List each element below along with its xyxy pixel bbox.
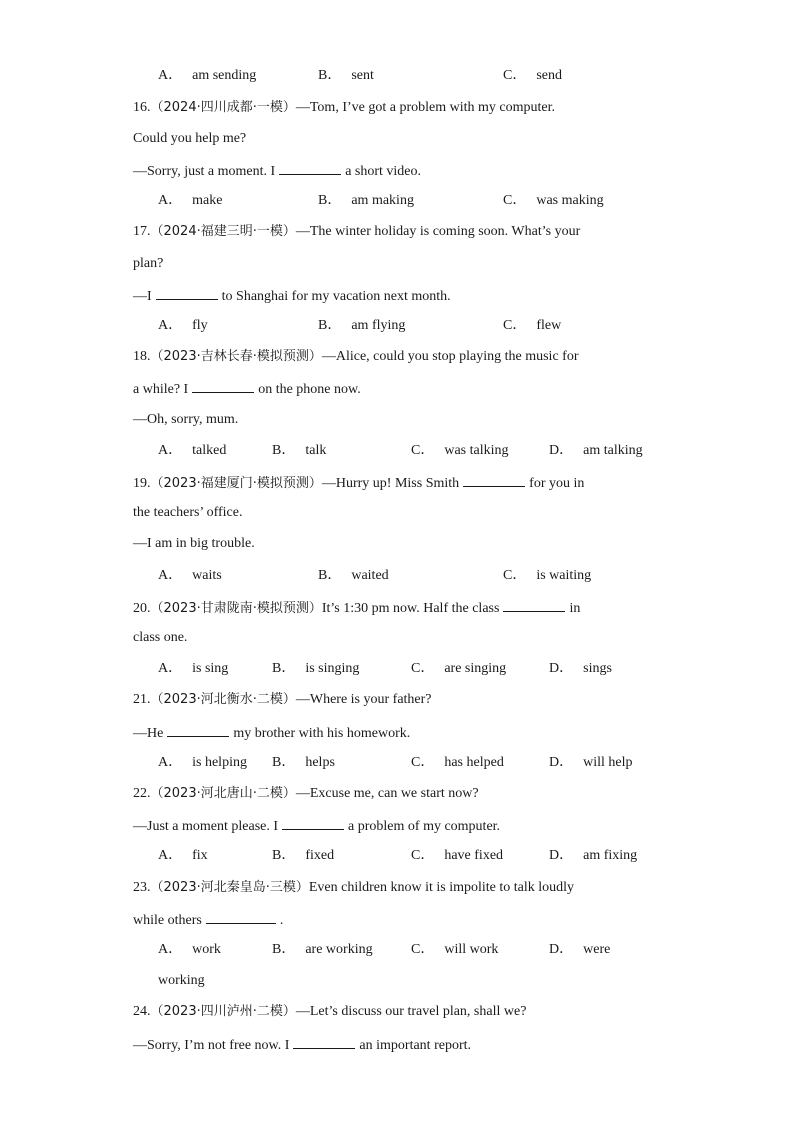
- option-21-b: B． helps: [272, 755, 335, 770]
- option-19-b: B． waited: [318, 568, 389, 583]
- option-22-d: D． am fixing: [549, 848, 638, 863]
- option-15-b: B． sent: [318, 68, 374, 83]
- answer-blank: [156, 285, 218, 300]
- option-20-d: D． sings: [549, 661, 612, 676]
- question-21-stem: 21.（2023·河北衡水·二模）—Where is your father?: [133, 692, 432, 707]
- question-23-line2: while others .: [133, 909, 283, 929]
- question-20-line2: class one.: [133, 630, 188, 645]
- option-23-c: C． will work: [411, 942, 499, 957]
- option-19-a: A． waits: [158, 568, 222, 583]
- option-22-c: C． have fixed: [411, 848, 504, 863]
- option-17-b: B． am flying: [318, 318, 406, 333]
- question-17-line2: plan?: [133, 256, 164, 271]
- answer-blank: [167, 722, 229, 737]
- option-16-a: A． make: [158, 193, 223, 208]
- option-15-a: A． am sending: [158, 68, 257, 83]
- option-18-c: C． was talking: [411, 443, 509, 458]
- option-19-c: C． is waiting: [503, 568, 592, 583]
- option-23-d: D． were: [549, 942, 611, 957]
- question-16-stem: 16.（2024·四川成都·一模）—Tom, I’ve got a problem with my computer.: [133, 100, 555, 115]
- question-18-line2: a while? I on the phone now.: [133, 378, 361, 398]
- option-21-c: C． has helped: [411, 755, 504, 770]
- question-22-line2: —Just a moment please. I a problem of my computer.: [133, 815, 500, 835]
- option-21-d: D． will help: [549, 755, 633, 770]
- option-23-b: B． are working: [272, 942, 373, 957]
- answer-blank: [463, 472, 525, 487]
- option-18-a: A． talked: [158, 443, 227, 458]
- question-20-stem: 20.（2023·甘肃陇南·模拟预测）It’s 1:30 pm now. Half the class in: [133, 597, 580, 617]
- option-20-c: C． are singing: [411, 661, 507, 676]
- answer-blank: [503, 597, 565, 612]
- question-24-stem: 24.（2023·四川泸州·二模）—Let’s discuss our travel plan, shall we?: [133, 1004, 527, 1019]
- answer-blank: [206, 909, 276, 924]
- question-18-line3: —Oh, sorry, mum.: [133, 412, 239, 427]
- option-17-c: C． flew: [503, 318, 562, 333]
- option-22-b: B． fixed: [272, 848, 335, 863]
- question-24-line2: —Sorry, I’m not free now. I an important report.: [133, 1034, 471, 1054]
- answer-blank: [192, 378, 254, 393]
- option-15-c: C． send: [503, 68, 563, 83]
- question-17-stem: 17.（2024·福建三明·一模）—The winter holiday is coming soon. What’s your: [133, 224, 581, 239]
- option-21-a: A． is helping: [158, 755, 247, 770]
- option-22-a: A． fix: [158, 848, 208, 863]
- question-17-line3: —I to Shanghai for my vacation next month.: [133, 285, 451, 305]
- option-17-a: A． fly: [158, 318, 208, 333]
- option-16-b: B． am making: [318, 193, 414, 208]
- question-19-line2: the teachers’ office.: [133, 505, 243, 520]
- question-22-stem: 22.（2023·河北唐山·二模）—Excuse me, can we start now?: [133, 786, 479, 801]
- answer-blank: [293, 1034, 355, 1049]
- option-18-d: D． am talking: [549, 443, 643, 458]
- option-18-b: B． talk: [272, 443, 327, 458]
- question-16-line3: —Sorry, just a moment. I a short video.: [133, 160, 421, 180]
- question-21-line2: —He my brother with his homework.: [133, 722, 410, 742]
- question-19-line3: —I am in big trouble.: [133, 536, 255, 551]
- question-23-stem: 23.（2023·河北秦皇岛·三模）Even children know it is impolite to talk loudly: [133, 880, 575, 895]
- question-16-line2: Could you help me?: [133, 131, 247, 146]
- question-18-stem: 18.（2023·吉林长春·模拟预测）—Alice, could you stop playing the music for: [133, 349, 579, 364]
- answer-blank: [282, 815, 344, 830]
- question-19-stem: 19.（2023·福建厦门·模拟预测）—Hurry up! Miss Smith for you in: [133, 472, 584, 492]
- option-20-b: B． is singing: [272, 661, 360, 676]
- answer-blank: [279, 160, 341, 175]
- option-23-d-wrap: working: [158, 973, 205, 988]
- option-23-a: A． work: [158, 942, 221, 957]
- option-16-c: C． was making: [503, 193, 604, 208]
- option-20-a: A． is sing: [158, 661, 229, 676]
